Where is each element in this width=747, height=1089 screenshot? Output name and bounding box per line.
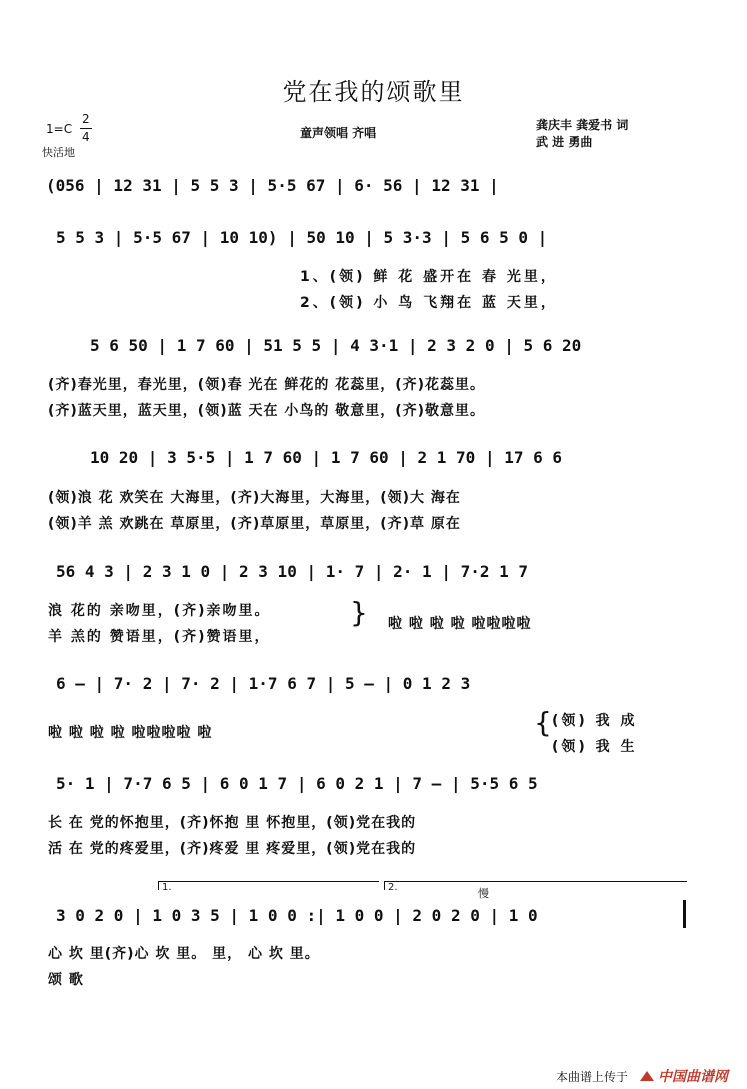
lyric-line-2a: 1、(领) 鲜 花 盛开在 春 光里， (300, 269, 558, 285)
composer-credit: 武 进 勇曲 (536, 135, 593, 149)
upload-note: 本曲谱上传于 (556, 1070, 629, 1084)
lyric-line-8b: 颂 歌 (48, 972, 84, 988)
lyric-line-3a: (齐)春光里，春光里，(领)春 光在 鲜花的 花蕊里，(齐)花蕊里。 (48, 377, 486, 393)
final-barline (683, 900, 686, 928)
tempo-marking: 快活地 (42, 146, 75, 159)
site-logo-icon (638, 1068, 656, 1082)
notation-line-1: (056 | 12 31 | 5 5 3 | 5·5 67 | 6· 56 | 12 31 | (46, 176, 499, 195)
lyric-line-7a: 长 在 党的怀抱里，(齐)怀抱 里 怀抱里，(领)党在我的 (48, 815, 417, 831)
notation-line-8: 3 0 2 0 | 1 0 3 5 | 1 0 0 :| 1 0 0 | 2 0 2 0 | 1 0 (56, 906, 538, 925)
time-signature-bottom: 4 (82, 130, 90, 144)
notation-line-3: 5 6 50 | 1 7 60 | 51 5 5 | 4 3·1 | 2 3 2 0 | 5 6 20 (90, 336, 582, 355)
notation-line-2: 5 5 3 | 5·5 67 | 10 10) | 50 10 | 5 3·3 | 5 6 5 0 | (56, 228, 548, 247)
lyric-line-2b: 2、(领) 小 鸟 飞翔在 蓝 天里， (300, 295, 558, 311)
performance-note: 童声领唱 齐唱 (300, 126, 377, 140)
lyric-line-4a: (领)浪 花 欢笑在 大海里，(齐)大海里，大海里，(领)大 海在 (48, 490, 461, 506)
volta-bracket-1 (158, 881, 379, 890)
lyric-line-6-aside-a: (领) 我 成 (552, 713, 638, 729)
lyric-line-5b: 羊 羔的 赞语里，(齐)赞语里， (48, 629, 271, 645)
site-name: 中国曲谱网 (658, 1069, 728, 1085)
notation-line-6: 6 – | 7· 2 | 7· 2 | 1·7 6 7 | 5 – | 0 1 2 3 (56, 674, 471, 693)
time-signature-line (80, 128, 92, 129)
page-title: 党在我的颂歌里 (282, 78, 465, 106)
key-signature: 1=C (46, 122, 73, 136)
tempo-slow-mark: 慢 (478, 887, 489, 900)
lyric-line-5a: 浪 花的 亲吻里，(齐)亲吻里。 (48, 603, 271, 619)
lyric-line-6: 啦 啦 啦 啦 啦啦啦啦 啦 (48, 725, 213, 741)
time-signature-top: 2 (82, 112, 90, 126)
lyric-line-4b: (领)羊 羔 欢跳在 草原里，(齐)草原里，草原里，(齐)草 原在 (48, 516, 461, 532)
lyric-line-5-la: 啦 啦 啦 啦 啦啦啦啦 (388, 616, 532, 632)
lyric-line-7b: 活 在 党的疼爱里，(齐)疼爱 里 疼爱里，(领)党在我的 (48, 841, 417, 857)
volta-bracket-2 (384, 881, 687, 890)
lyricist-credit: 龚庆丰 龚爱书 词 (536, 118, 629, 132)
lyric-brace-left: { (534, 706, 552, 739)
volta-1-label: 1. (162, 882, 172, 893)
notation-line-5: 56 4 3 | 2 3 1 0 | 2 3 10 | 1· 7 | 2· 1 | 7·2 1 7 (56, 562, 529, 581)
lyric-line-8a: 心 坎 里(齐)心 坎 里。 里， 心 坎 里。 (48, 946, 320, 962)
lyric-line-3b: (齐)蓝天里，蓝天里，(领)蓝 天在 小鸟的 敬意里，(齐)敬意里。 (48, 403, 486, 419)
notation-line-7: 5· 1 | 7·7 6 5 | 6 0 1 7 | 6 0 2 1 | 7 – | 5·5 6 5 (56, 774, 538, 793)
lyric-line-6-aside-b: (领) 我 生 (552, 739, 638, 755)
lyric-brace-right: } (350, 596, 368, 629)
volta-2-label: 2. (388, 882, 398, 893)
notation-line-4: 10 20 | 3 5·5 | 1 7 60 | 1 7 60 | 2 1 70 | 17 6 6 (90, 448, 563, 467)
